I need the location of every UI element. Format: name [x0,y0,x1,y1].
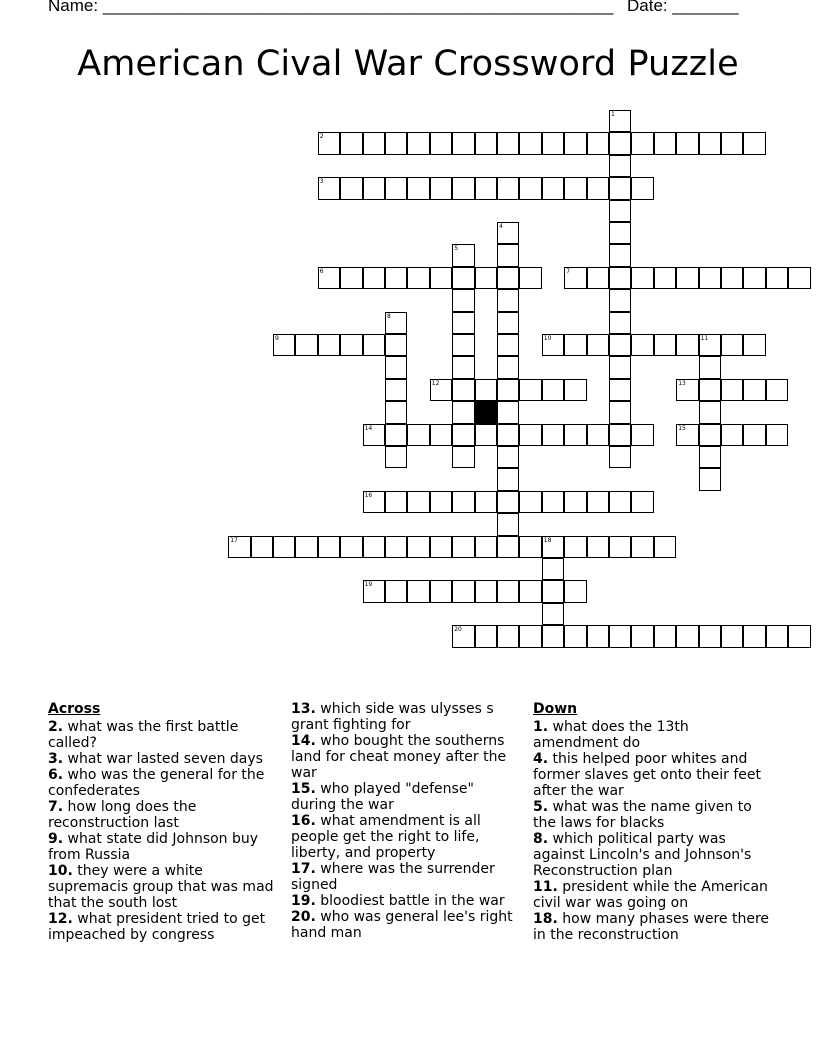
crossword-cell[interactable] [609,132,631,154]
crossword-cell[interactable] [340,177,362,199]
clue-number: 19 [364,581,373,589]
crossword-cell[interactable] [497,334,519,356]
crossword-cell[interactable] [542,177,564,199]
crossword-cell[interactable] [587,491,609,513]
across-clue [48,863,280,911]
crossword-cell[interactable] [654,267,676,289]
clue-number-label: 9. [48,831,64,847]
crossword-cell[interactable] [564,580,586,602]
crossword-cell[interactable] [519,177,541,199]
crossword-cell[interactable] [609,379,631,401]
crossword-cell[interactable] [609,267,631,289]
crossword-cell[interactable] [699,356,721,378]
crossword-cell[interactable] [318,536,340,558]
crossword-cell[interactable] [452,312,474,334]
crossword-cell[interactable] [452,356,474,378]
crossword-cell[interactable] [519,625,541,647]
crossword-cell[interactable] [363,132,385,154]
crossword-cell[interactable] [721,267,743,289]
crossword-cell[interactable] [519,424,541,446]
clue-text: what war lasted seven days [63,751,263,767]
clue-text: bloodiest battle in the war [315,893,505,909]
crossword-cell[interactable] [699,267,721,289]
crossword-cell[interactable] [609,155,631,177]
crossword-cell[interactable] [609,334,631,356]
crossword-cell[interactable] [609,177,631,199]
crossword-cell[interactable] [430,177,452,199]
across-clue [291,781,523,813]
crossword-cell[interactable] [475,177,497,199]
crossword-cell[interactable] [452,580,474,602]
crossword-cell[interactable] [497,177,519,199]
crossword-cell[interactable] [631,424,653,446]
crossword-cell[interactable] [631,177,653,199]
crossword-cell[interactable] [497,625,519,647]
crossword-cell[interactable] [542,491,564,513]
crossword-cell[interactable] [385,491,407,513]
crossword-cell[interactable] [475,491,497,513]
crossword-cell[interactable] [766,267,788,289]
across-clue-list-2 [291,701,523,941]
crossword-cell[interactable] [542,558,564,580]
crossword-cell[interactable] [430,580,452,602]
crossword-cell[interactable] [340,267,362,289]
clue-number-label: 19. [291,893,316,909]
crossword-cell[interactable] [385,334,407,356]
down-clue [533,799,773,831]
crossword-cell[interactable] [564,536,586,558]
crossword-cell[interactable] [385,580,407,602]
clue-number-label: 10. [48,863,73,879]
crossword-cell[interactable] [587,177,609,199]
crossword-cell[interactable] [497,401,519,423]
crossword-cell[interactable] [609,536,631,558]
across-clue [291,909,523,941]
crossword-cell[interactable] [385,379,407,401]
crossword-cell[interactable] [609,356,631,378]
across-clue [48,767,280,799]
crossword-cell[interactable] [631,334,653,356]
crossword-cell[interactable] [743,625,765,647]
crossword-cell[interactable] [564,491,586,513]
crossword-cell[interactable] [452,625,474,647]
crossword-cell[interactable] [452,446,474,468]
crossword-cell[interactable] [721,379,743,401]
crossword-cell[interactable] [497,491,519,513]
crossword-cell[interactable] [609,424,631,446]
crossword-cell[interactable] [452,536,474,558]
across-clue [291,733,523,781]
crossword-cell[interactable] [676,379,698,401]
crossword-cell[interactable] [631,132,653,154]
crossword-cell[interactable] [228,536,250,558]
crossword-cell[interactable] [519,379,541,401]
crossword-cell[interactable] [587,132,609,154]
crossword-cell[interactable] [452,424,474,446]
crossword-cell[interactable] [295,334,317,356]
crossword-cell[interactable] [475,625,497,647]
crossword-cell[interactable] [497,267,519,289]
clue-number: 1 [611,111,615,118]
crossword-cell[interactable] [587,334,609,356]
clue-number: 16 [364,491,373,499]
crossword-cell[interactable] [631,625,653,647]
clue-number: 7 [566,267,571,275]
clue-number-label: 18. [533,911,558,927]
crossword-cell[interactable] [340,132,362,154]
crossword-cell[interactable] [542,334,564,356]
crossword-cell[interactable] [609,200,631,222]
clue-text: they were a white supremacis group that was mad that the south lost [48,863,274,911]
crossword-cell[interactable] [743,379,765,401]
crossword-cell[interactable] [631,536,653,558]
crossword-cell[interactable] [475,267,497,289]
crossword-cell[interactable] [363,491,385,513]
crossword-cell[interactable] [676,132,698,154]
crossword-cell[interactable] [452,267,474,289]
crossword-cell[interactable] [273,334,295,356]
clue-number-label: 8. [533,831,549,847]
clue-text: what was the first battle called? [48,719,239,751]
crossword-cell[interactable] [497,132,519,154]
across-clue [48,911,280,943]
crossword-cell[interactable] [766,625,788,647]
crossword-cell[interactable] [609,244,631,266]
crossword-cell[interactable] [407,424,429,446]
clue-text: how long does the reconstruction last [48,799,197,831]
crossword-cell[interactable] [385,312,407,334]
crossword-cell[interactable] [564,424,586,446]
crossword-cell[interactable] [385,536,407,558]
crossword-cell[interactable] [609,110,631,132]
crossword-cell[interactable] [743,424,765,446]
crossword-cell[interactable] [766,379,788,401]
clue-number: 8 [387,312,391,320]
crossword-cell[interactable] [721,334,743,356]
crossword-cell[interactable] [407,132,429,154]
down-clue [533,719,773,751]
crossword-cell[interactable] [497,312,519,334]
name-field-label: Name: ______________________________________________________ [48,0,614,15]
clues-across-column-1 [48,701,280,943]
clue-text: who played "defense" during the war [291,781,474,813]
crossword-cell[interactable] [452,177,474,199]
crossword-cell[interactable] [452,379,474,401]
crossword-cell[interactable] [788,267,810,289]
clue-number: 14 [364,424,373,432]
across-clue [48,831,280,863]
crossword-cell[interactable] [363,580,385,602]
clue-text: who was the general for the confederates [48,767,265,799]
across-clue [48,799,280,831]
crossword-cell[interactable] [542,379,564,401]
crossword-cell[interactable] [676,625,698,647]
crossword-cell[interactable] [743,334,765,356]
clue-text: what amendment is all people get the right to life, liberty, and property [291,813,481,861]
down-clue [533,879,773,911]
down-clue [533,911,773,943]
crossword-cell[interactable] [340,334,362,356]
crossword-cell[interactable] [766,424,788,446]
crossword-cell[interactable] [363,334,385,356]
down-heading: Down [533,701,578,717]
crossword-cell[interactable] [497,222,519,244]
clue-number-label: 1. [533,719,549,735]
crossword-cell[interactable] [519,267,541,289]
crossword-cell[interactable] [564,177,586,199]
clue-number-label: 20. [291,909,316,925]
crossword-cell[interactable] [475,379,497,401]
crossword-cell[interactable] [721,424,743,446]
crossword-cell[interactable] [273,536,295,558]
crossword-cell[interactable] [542,536,564,558]
clue-text: who bought the southerns land for cheat money after the war [291,733,507,781]
crossword-cell[interactable] [385,401,407,423]
crossword-cell[interactable] [564,267,586,289]
clue-number: 6 [319,267,324,275]
crossword-cell[interactable] [609,625,631,647]
down-clue [533,751,773,799]
crossword-cell[interactable] [654,536,676,558]
crossword-cell[interactable] [497,356,519,378]
crossword-cell[interactable] [497,536,519,558]
crossword-cell[interactable] [542,625,564,647]
clue-text: where was the surrender signed [291,861,495,893]
crossword-cell[interactable] [385,446,407,468]
clue-text: who was general lee's right hand man [291,909,513,941]
crossword-cell[interactable] [564,625,586,647]
crossword-cell[interactable] [609,222,631,244]
crossword-cell[interactable] [542,603,564,625]
crossword-cell[interactable] [721,625,743,647]
clue-number: 15 [678,424,686,432]
crossword-cell[interactable] [407,177,429,199]
crossword-cell[interactable] [788,625,810,647]
crossword-cell[interactable] [475,536,497,558]
crossword-cell[interactable] [430,491,452,513]
crossword-cell[interactable] [385,424,407,446]
crossword-cell[interactable] [699,334,721,356]
clue-number-label: 16. [291,813,316,829]
clue-number-label: 17. [291,861,316,877]
crossword-cell[interactable] [385,177,407,199]
clue-number: 17 [230,536,238,544]
crossword-cell[interactable] [363,536,385,558]
crossword-cell[interactable] [452,401,474,423]
crossword-cell[interactable] [542,424,564,446]
crossword-cell[interactable] [542,132,564,154]
crossword-cell[interactable] [452,289,474,311]
clue-number-label: 12. [48,911,73,927]
clue-number: 20 [454,626,462,634]
crossword-cell[interactable] [699,379,721,401]
crossword-cell[interactable] [430,267,452,289]
clue-number-label: 15. [291,781,316,797]
crossword-cell[interactable] [475,580,497,602]
crossword-cell[interactable] [743,267,765,289]
across-clue [48,751,280,767]
crossword-cell[interactable] [497,379,519,401]
crossword-cell[interactable] [676,334,698,356]
crossword-cell[interactable] [430,132,452,154]
clue-number-label: 13. [291,701,316,717]
crossword-cell[interactable] [631,267,653,289]
clue-number: 18 [543,536,552,544]
crossword-cell[interactable] [497,513,519,535]
crossword-cell[interactable] [497,580,519,602]
crossword-cell[interactable] [452,244,474,266]
across-clue-list-1 [48,719,280,943]
crossword-cell[interactable] [407,491,429,513]
clue-text: what was the name given to the laws for blacks [533,799,752,831]
clue-number: 9 [275,335,279,342]
clue-text: what state did Johnson buy from Russia [48,831,259,863]
clue-number: 13 [678,379,686,387]
crossword-cell[interactable] [452,491,474,513]
crossword-cell[interactable] [699,446,721,468]
crossword-cell[interactable] [699,468,721,490]
crossword-cell[interactable] [497,424,519,446]
clue-number: 2 [319,133,324,141]
crossword-cell[interactable] [363,267,385,289]
crossword-cell[interactable] [519,536,541,558]
crossword-cell[interactable] [609,401,631,423]
crossword-cell[interactable] [609,312,631,334]
crossword-cell[interactable] [587,536,609,558]
date-field-label: Date: _______ [627,0,739,15]
clue-number: 11 [700,335,709,342]
across-clue [291,813,523,861]
crossword-cell[interactable] [452,334,474,356]
across-heading: Across [48,701,101,717]
crossword-cell[interactable] [318,267,340,289]
clue-text: this helped poor whites and former slaves get onto their feet after the war [533,751,761,799]
crossword-cell[interactable] [497,468,519,490]
page-title: American Cival War Crossword Puzzle [77,44,739,84]
crossword-cell[interactable] [654,132,676,154]
across-clue [48,719,280,751]
crossword-cell[interactable] [295,536,317,558]
clue-number-label: 4. [533,751,549,767]
crossword-cell[interactable] [654,625,676,647]
crossword-cell[interactable] [519,580,541,602]
crossword-cell[interactable] [407,267,429,289]
crossword-black-cell [475,401,497,423]
crossword-cell[interactable] [407,580,429,602]
clue-number-label: 11. [533,879,558,895]
crossword-cell[interactable] [542,580,564,602]
down-clue [533,831,773,879]
crossword-cell[interactable] [699,401,721,423]
clue-number: 5 [454,245,459,253]
across-clue [291,893,523,909]
crossword-cell[interactable] [497,289,519,311]
clue-number-label: 6. [48,767,64,783]
crossword-cell[interactable] [385,356,407,378]
crossword-cell[interactable] [318,177,340,199]
crossword-cell[interactable] [699,132,721,154]
crossword-cell[interactable] [430,424,452,446]
crossword-cell[interactable] [587,625,609,647]
clue-text: how many phases were there in the reconstruction [533,911,770,943]
clue-text: which political party was against Lincoln's and Johnson's Reconstruction plan [533,831,752,879]
clue-number-label: 2. [48,719,64,735]
down-clue-list [533,719,773,943]
clue-text: what president tried to get impeached by congress [48,911,266,943]
across-clue [291,701,523,733]
clue-number-label: 5. [533,799,549,815]
crossword-cell[interactable] [363,424,385,446]
crossword-cell[interactable] [564,132,586,154]
crossword-cell[interactable] [430,536,452,558]
crossword-cell[interactable] [587,267,609,289]
clues-down-column [533,701,773,943]
crossword-cell[interactable] [475,424,497,446]
crossword-cell[interactable] [564,379,586,401]
crossword-cell[interactable] [318,132,340,154]
crossword-cell[interactable] [609,446,631,468]
crossword-cell[interactable] [609,289,631,311]
crossword-cell[interactable] [385,132,407,154]
crossword-cell[interactable] [497,244,519,266]
crossword-cell[interactable] [497,446,519,468]
clues-across-column-2 [291,701,523,941]
clue-number: 4 [499,223,503,230]
clue-text: which side was ulysses s grant fighting for [291,701,494,733]
clue-number-label: 7. [48,799,64,815]
crossword-cell[interactable] [609,491,631,513]
clue-number-label: 14. [291,733,316,749]
crossword-cell[interactable] [743,132,765,154]
crossword-cell[interactable] [699,424,721,446]
clue-text: president while the American civil war was going on [533,879,768,911]
crossword-cell[interactable] [251,536,273,558]
crossword-cell[interactable] [721,132,743,154]
crossword-cell[interactable] [519,132,541,154]
crossword-cell[interactable] [564,334,586,356]
crossword-cell[interactable] [452,132,474,154]
crossword-cell[interactable] [654,334,676,356]
crossword-cell[interactable] [407,536,429,558]
clue-number: 3 [319,178,324,186]
crossword-cell[interactable] [676,267,698,289]
crossword-cell[interactable] [631,491,653,513]
clue-number: 10 [543,335,552,342]
crossword-cell[interactable] [676,424,698,446]
clue-number-label: 3. [48,751,64,767]
crossword-cell[interactable] [475,132,497,154]
crossword-cell[interactable] [385,267,407,289]
crossword-cell[interactable] [430,379,452,401]
crossword-cell[interactable] [519,491,541,513]
crossword-cell[interactable] [699,625,721,647]
crossword-cell[interactable] [587,424,609,446]
across-clue [291,861,523,893]
crossword-cell[interactable] [363,177,385,199]
crossword-cell[interactable] [318,334,340,356]
clue-text: what does the 13th amendment do [533,719,689,751]
clue-number: 12 [431,379,440,387]
crossword-cell[interactable] [340,536,362,558]
